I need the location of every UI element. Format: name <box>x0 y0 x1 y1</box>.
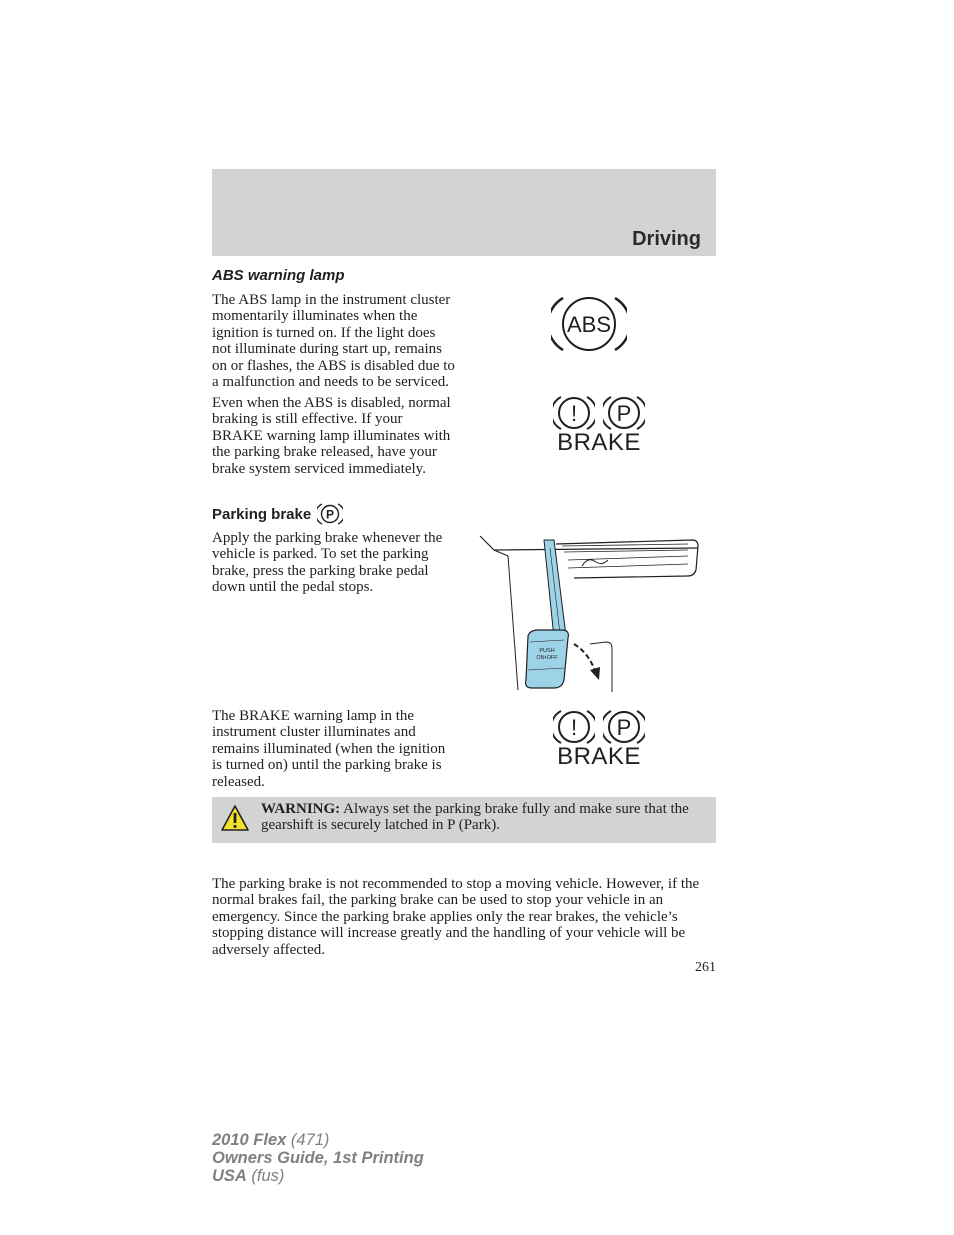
section-title: Driving <box>632 228 701 250</box>
parking-brake-heading-text: Parking brake <box>212 505 312 523</box>
warning-text <box>261 801 706 834</box>
footer-line-1 <box>212 1131 424 1149</box>
document-footer <box>212 1131 424 1185</box>
warning-triangle-icon <box>220 804 250 837</box>
brake-exclaim-icon <box>553 709 595 745</box>
abs-heading: ABS warning lamp <box>212 267 345 284</box>
footer-market: USA <box>212 1167 247 1185</box>
page-number: 261 <box>695 960 716 975</box>
warning-box <box>212 797 716 843</box>
brake-word: BRAKE <box>557 429 641 456</box>
parking-paragraph-1: Apply the parking brake whenever the vehicle is parked. To set the parking brake, press the parking brake pedal down until the pedal stops. <box>212 530 443 596</box>
brake-warning-lamp-2 <box>552 709 646 771</box>
brake-warning-lamp-1 <box>552 395 646 457</box>
pedal-label-onoff: ON•OFF <box>536 655 558 661</box>
brake-p-icon <box>603 395 645 431</box>
brake-exclaim-icon <box>553 395 595 431</box>
abs-warning-icon <box>551 294 627 359</box>
parking-paragraph-2: The BRAKE warning lamp in the instrument cluster illuminates and remains illuminated (when the ignition is turned on) until the parking brake is released. <box>212 708 446 790</box>
footer-market-code: (fus) <box>246 1167 285 1185</box>
exclaim-glyph: ! <box>570 715 578 740</box>
section-header-band <box>212 169 716 256</box>
final-paragraph: The parking brake is not recommended to stop a moving vehicle. However, if the normal brakes fail, the parking brake can be used to stop your vehicle in an emergency. Since the parking brake applies only the rear brakes, the vehicle’s stopping distance will increase greatly and the handling of your vehicle will be adversely affected. <box>212 876 700 958</box>
brake-word: BRAKE <box>557 743 641 770</box>
footer-printing: Owners Guide, 1st Printing <box>212 1149 424 1167</box>
abs-icon-text: ABS <box>566 312 612 337</box>
footer-line-2 <box>212 1149 424 1167</box>
parking-brake-heading <box>212 503 343 525</box>
warning-label: WARNING: <box>261 801 341 817</box>
p-glyph: P <box>616 401 632 426</box>
pedal-label-push: PUSH <box>539 648 555 654</box>
abs-paragraph-1-text: The ABS lamp in the instrument cluster momentarily illuminates when the ignition is turned on. If the light does not illuminate during start up, remains on or flashes, the ABS is disabled due to a malfunction and needs to be serviced. <box>212 292 455 391</box>
footer-model-code: (471) <box>286 1131 330 1149</box>
parking-brake-icon <box>317 503 343 525</box>
p-glyph: P <box>616 715 632 740</box>
footer-model: 2010 Flex <box>212 1131 287 1149</box>
footer-line-3 <box>212 1167 424 1185</box>
parking-brake-pedal-illustration <box>478 530 704 700</box>
brake-p-icon <box>603 709 645 745</box>
exclaim-glyph: ! <box>570 401 578 426</box>
abs-paragraph-2: Even when the ABS is disabled, normal braking is still effective. If your BRAKE warning lamp illuminates with the parking brake released, have your brake system serviced immediately. <box>212 395 451 477</box>
parking-icon-p: P <box>326 507 335 522</box>
warning-body: Always set the parking brake fully and make sure that the gearshift is securely latched in P (Park). <box>261 801 689 834</box>
